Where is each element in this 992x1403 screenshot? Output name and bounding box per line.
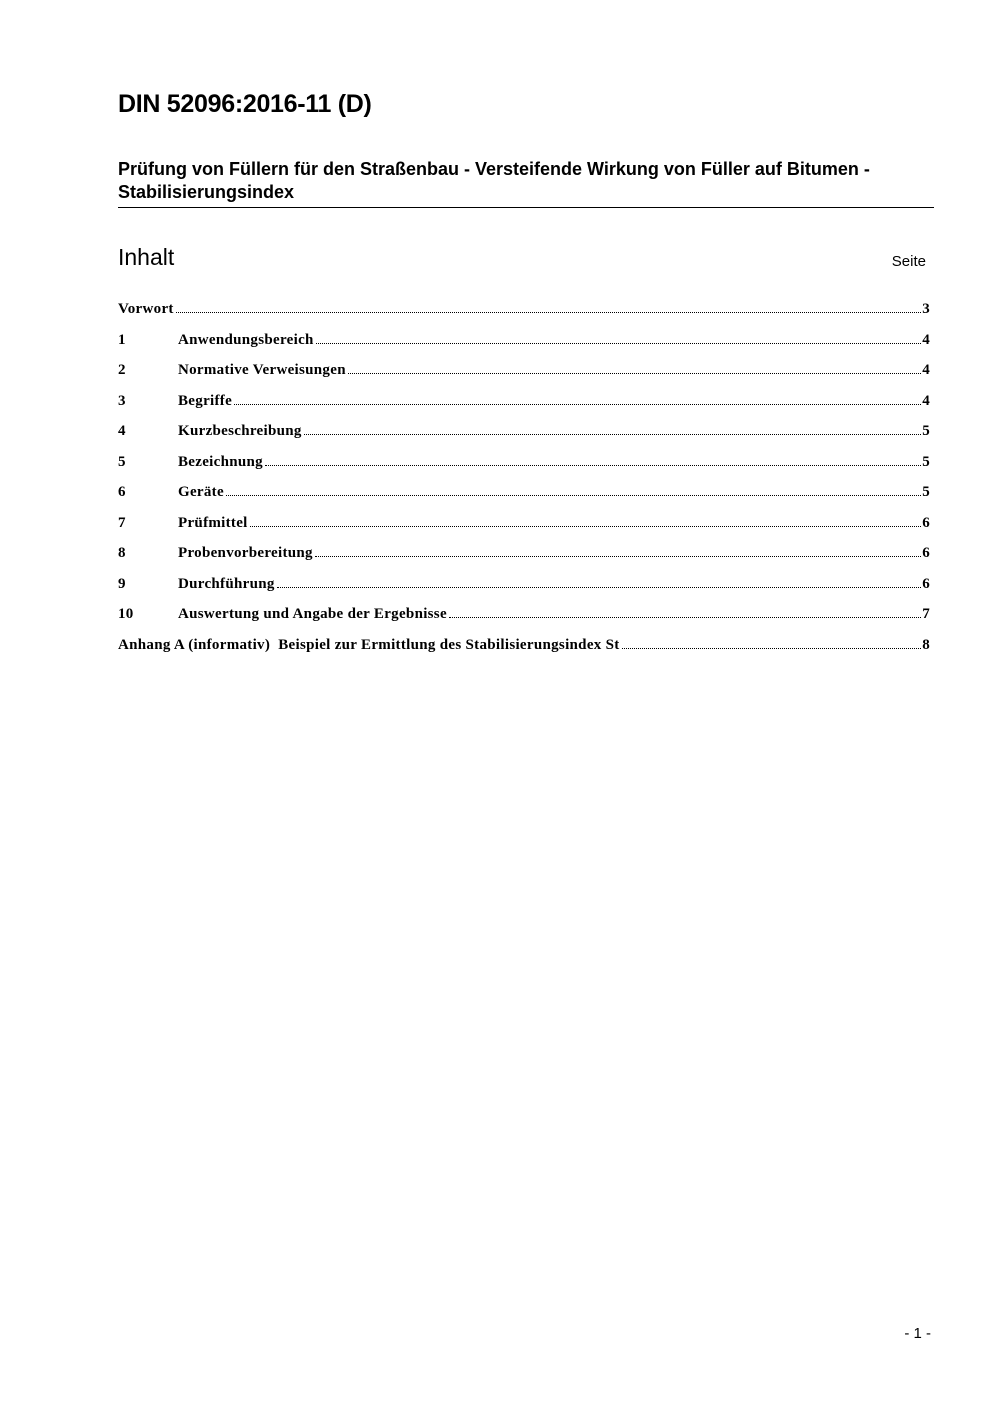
toc-entry-10[interactable] bbox=[118, 606, 930, 637]
toc-entry-page: 8 bbox=[922, 636, 930, 653]
toc-entry-text: Auswertung und Angabe der Ergebnisse bbox=[178, 606, 447, 622]
toc-entry-text: Begriffe bbox=[178, 392, 233, 409]
toc-dot-leader bbox=[449, 617, 921, 618]
toc-entry-6[interactable] bbox=[118, 484, 930, 515]
toc-dot-leader bbox=[622, 648, 922, 649]
toc-dot-leader bbox=[234, 404, 921, 405]
toc-entry-page: 6 bbox=[922, 575, 930, 592]
page-number: - 1 - bbox=[904, 1325, 931, 1342]
toc-entry-page: 5 bbox=[922, 453, 930, 470]
toc-entry-number: 8 bbox=[118, 545, 126, 561]
toc-entry-text: Anhang A (informativ) Beispiel zur Ermittlung des Stabilisierungsindex St bbox=[118, 636, 620, 653]
toc-heading: Inhalt bbox=[118, 244, 175, 270]
document-title: Prüfung von Füllern für den Straßenbau - Versteifende Wirkung von Füller auf Bitumen - Stabilisierungsindex bbox=[118, 158, 934, 208]
toc-entry-page: 4 bbox=[922, 362, 930, 378]
toc-entry-text: Bezeichnung bbox=[178, 453, 263, 470]
toc-entry-page: 6 bbox=[922, 514, 930, 531]
toc-entry-number: 2 bbox=[118, 362, 126, 378]
table-of-contents bbox=[118, 301, 930, 667]
toc-dot-leader bbox=[226, 495, 921, 496]
toc-entry-page: 7 bbox=[922, 606, 930, 622]
toc-entry-annex-a[interactable] bbox=[118, 637, 930, 668]
toc-entry-number: 1 bbox=[118, 331, 126, 348]
toc-entry-text: Durchführung bbox=[178, 575, 275, 592]
toc-page-column-label: Seite bbox=[891, 253, 926, 270]
toc-entry-text: Vorwort bbox=[118, 301, 174, 317]
toc-entry-page: 5 bbox=[922, 423, 930, 439]
toc-entry-vorwort[interactable] bbox=[118, 301, 930, 332]
toc-entry-number: 3 bbox=[118, 392, 126, 409]
toc-entry-page: 4 bbox=[922, 392, 930, 409]
toc-dot-leader bbox=[265, 465, 921, 466]
toc-entry-text: Geräte bbox=[178, 484, 224, 500]
toc-entry-page: 6 bbox=[922, 545, 930, 561]
toc-dot-leader bbox=[250, 526, 922, 527]
toc-entry-text: Anwendungsbereich bbox=[178, 331, 314, 348]
toc-entry-3[interactable] bbox=[118, 393, 930, 424]
toc-entry-4[interactable] bbox=[118, 423, 930, 454]
toc-entry-2[interactable] bbox=[118, 362, 930, 393]
toc-entry-7[interactable] bbox=[118, 515, 930, 546]
toc-entry-text: Kurzbeschreibung bbox=[178, 423, 302, 439]
toc-entry-number: 6 bbox=[118, 484, 126, 500]
toc-entry-number: 9 bbox=[118, 575, 126, 592]
toc-entry-number: 5 bbox=[118, 453, 126, 470]
toc-entry-number: 10 bbox=[118, 606, 134, 622]
toc-entry-text: Prüfmittel bbox=[178, 514, 248, 531]
toc-dot-leader bbox=[176, 312, 921, 313]
toc-dot-leader bbox=[315, 556, 921, 557]
toc-dot-leader bbox=[316, 343, 922, 344]
toc-dot-leader bbox=[304, 434, 921, 435]
toc-entry-8[interactable] bbox=[118, 545, 930, 576]
toc-dot-leader bbox=[277, 587, 922, 588]
toc-entry-page: 4 bbox=[922, 331, 930, 348]
toc-entry-5[interactable] bbox=[118, 454, 930, 485]
toc-entry-number: 4 bbox=[118, 423, 126, 439]
toc-entry-page: 5 bbox=[922, 484, 930, 500]
toc-entry-1[interactable] bbox=[118, 332, 930, 363]
toc-entry-text: Probenvorbereitung bbox=[178, 545, 313, 561]
document-id: DIN 52096:2016-11 (D) bbox=[118, 90, 372, 118]
toc-entry-text: Normative Verweisungen bbox=[178, 362, 346, 378]
toc-dot-leader bbox=[348, 373, 921, 374]
toc-entry-9[interactable] bbox=[118, 576, 930, 607]
toc-entry-page: 3 bbox=[922, 301, 930, 317]
toc-entry-number: 7 bbox=[118, 514, 126, 531]
